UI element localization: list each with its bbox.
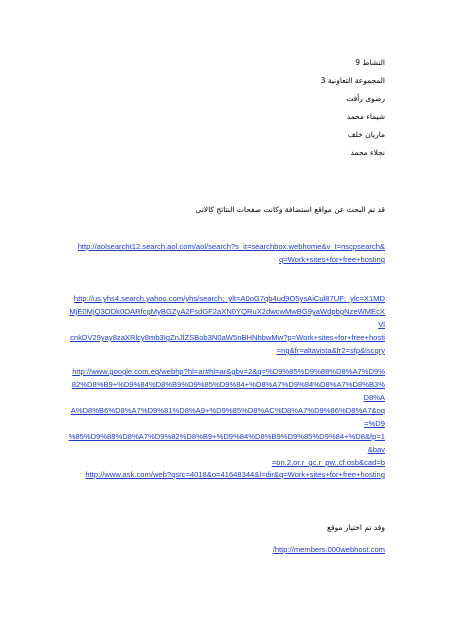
member-name: نجلاء محمد	[350, 148, 385, 157]
intro-text: قد تم البحث عن مواقع استضافة وكانت صفحات النتائج كالاتى	[195, 205, 385, 214]
link-line[interactable]: 82%D8%B9+%D9%84%D8%B9%D9%85%D9%84+%D8%A7%D9%84%D8%A7%D8%B3%D8%A	[71, 380, 385, 402]
link-line[interactable]: A%D8%B6%D8%A7%D9%81%D8%A9+%D9%85%D8%AC%D8%A7%D9%86%D8%A7&oq=%D9	[70, 406, 385, 428]
link-google[interactable]	[68, 365, 385, 469]
link-line[interactable]: %85%D9%88%D8%A7%D9%82%D8%B9+%D9%84%D8%B9%D9%85%D9%84+%D8&fp=1&bav	[68, 432, 385, 454]
link-ask[interactable]	[68, 468, 385, 481]
choice-label: وقد تم اختيار موقع	[327, 523, 385, 532]
chosen-site[interactable]	[68, 543, 385, 556]
member-name: شيماء محمد	[346, 112, 385, 121]
link-line[interactable]: http://aolsearcht12.search.aol.com/aol/search?s_it=searchbox.webhome&v_t=nscpsearch&	[77, 242, 385, 251]
link-aol[interactable]	[68, 240, 385, 266]
chosen-site-link[interactable]: /http://members.000webhost.com	[272, 545, 385, 554]
link-line[interactable]: cnkDV29yay8zaXRlcy8mb3IgZnJlZSBob3N0aW5nBHNhbwMw?p=Work+sites+for+free+hosti	[70, 333, 385, 342]
link-line[interactable]: MjE0MjQ3ODk0OARfcgMyBGZyA2FsdGF2aXN0YQRuX2dwcwMwBG9yaWdpbgNzeWMEcXVl	[69, 307, 385, 329]
link-line[interactable]: http://www.google.com.eg/webhp?hl=ar#hl=ar&gbv=2&q=%D9%85%D9%88%D8%A7%D9%	[72, 367, 385, 376]
link-line[interactable]: q=Work+sites+for+free+hosting	[278, 255, 385, 264]
link-yahoo[interactable]	[68, 292, 385, 357]
link-line[interactable]: http://us.yhs4.search.yahoo.com/yhs/search;_ylt=A0oG7qb4ud9O5ysAiCul87UF;_ylc=X1MD	[73, 294, 385, 303]
member-name: رضوى رأفت	[346, 94, 385, 103]
link-line[interactable]: http://www.ask.com/web?qsrc=4018&o=41648344&l=dir&q=Work+sites+for+free+hosting	[85, 470, 385, 479]
link-line[interactable]: =on.2,or.r_gc.r_pw.,cf.osb&cad=b	[271, 458, 385, 467]
member-name: ماريان خلف	[347, 130, 385, 139]
activity-title: النشاط 9	[355, 58, 385, 67]
group-name: المجموعة التعاونية 3	[320, 76, 385, 85]
link-line[interactable]: =ng&fr=altavista&fr2=sfp&iscqry	[276, 346, 385, 355]
